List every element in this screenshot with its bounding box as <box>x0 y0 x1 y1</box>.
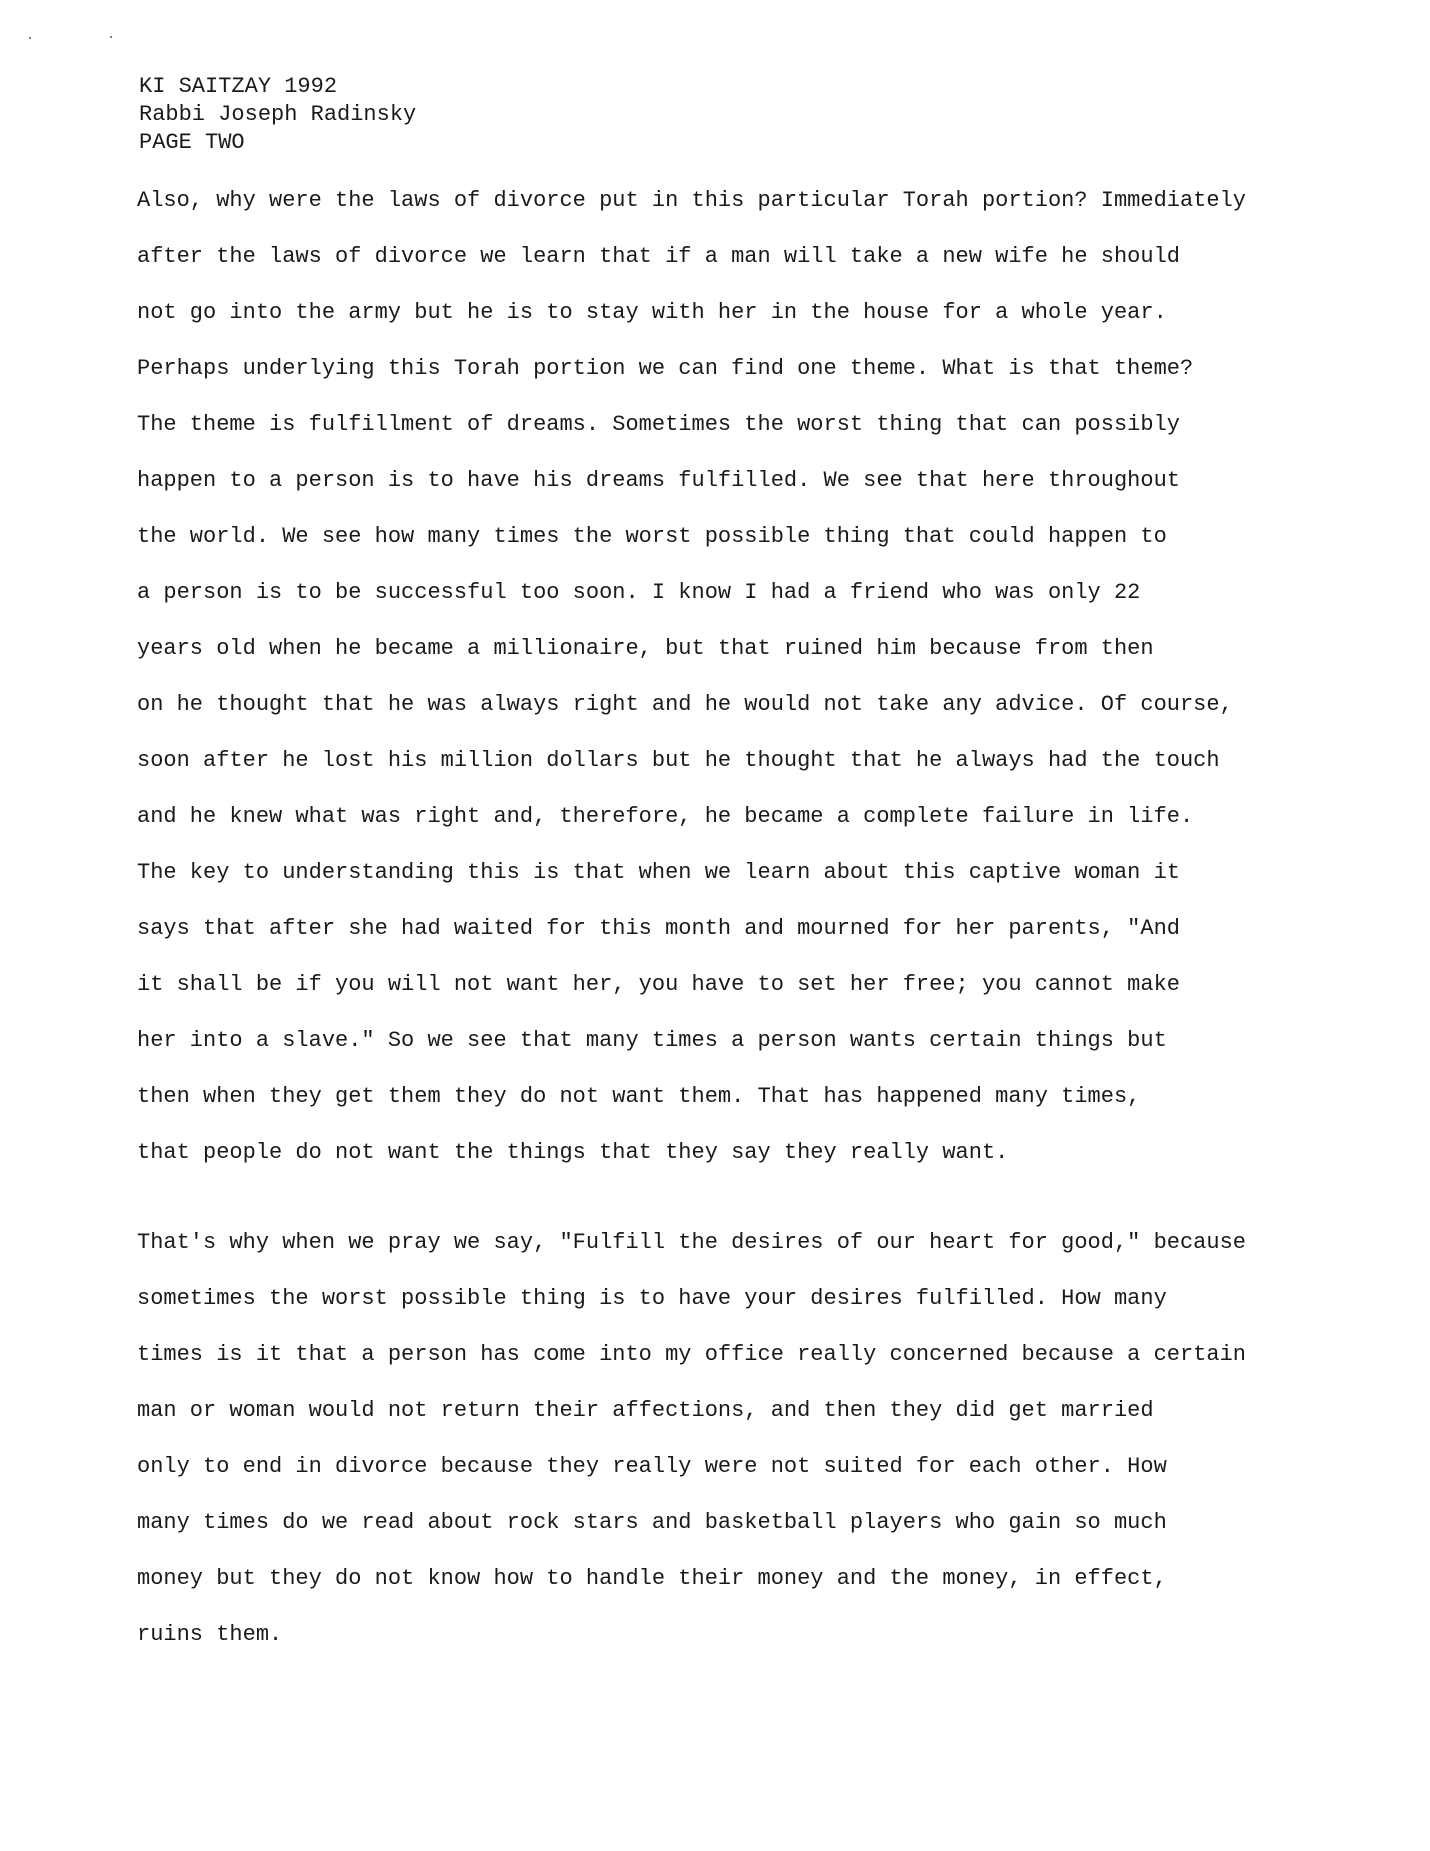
header-author: Rabbi Joseph Radinsky <box>139 102 417 127</box>
text-line: times is it that a person has come into my office really concerned because a certain <box>137 1342 1246 1367</box>
text-line: after the laws of divorce we learn that if a man will take a new wife he should <box>137 244 1180 269</box>
text-line: That's why when we pray we say, "Fulfill the desires of our heart for good," because <box>137 1230 1246 1255</box>
text-line: not go into the army but he is to stay with her in the house for a whole year. <box>137 300 1167 325</box>
text-line: only to end in divorce because they really were not suited for each other. How <box>137 1454 1167 1479</box>
text-line: The key to understanding this is that when we learn about this captive woman it <box>137 860 1180 885</box>
text-line: Also, why were the laws of divorce put in this particular Torah portion? Immediately <box>137 188 1246 213</box>
text-line: that people do not want the things that they say they really want. <box>137 1140 1009 1165</box>
paragraph-2 <box>137 1215 1246 1663</box>
text-line: happen to a person is to have his dreams fulfilled. We see that here throughout <box>137 468 1180 493</box>
text-line: Perhaps underlying this Torah portion we can find one theme. What is that theme? <box>137 356 1194 381</box>
text-line: then when they get them they do not want them. That has happened many times, <box>137 1084 1141 1109</box>
text-line: says that after she had waited for this month and mourned for her parents, "And <box>137 916 1180 941</box>
text-line: money but they do not know how to handle their money and the money, in effect, <box>137 1566 1167 1591</box>
header-page-label: PAGE TWO <box>139 130 245 155</box>
text-line: a person is to be successful too soon. I know I had a friend who was only 22 <box>137 580 1141 605</box>
text-line: her into a slave." So we see that many times a person wants certain things but <box>137 1028 1167 1053</box>
text-line: it shall be if you will not want her, you have to set her free; you cannot make <box>137 972 1180 997</box>
header-title: KI SAITZAY 1992 <box>139 74 338 99</box>
text-line: The theme is fulfillment of dreams. Sometimes the worst thing that can possibly <box>137 412 1180 437</box>
scan-speck <box>29 37 31 39</box>
text-line: man or woman would not return their affections, and then they did get married <box>137 1398 1154 1423</box>
text-line: ruins them. <box>137 1622 283 1647</box>
text-line: many times do we read about rock stars and basketball players who gain so much <box>137 1510 1167 1535</box>
document-header <box>139 73 416 157</box>
scan-speck <box>110 36 112 38</box>
paragraph-1 <box>137 173 1246 1181</box>
text-line: years old when he became a millionaire, but that ruined him because from then <box>137 636 1154 661</box>
text-line: soon after he lost his million dollars but he thought that he always had the touch <box>137 748 1220 773</box>
text-line: the world. We see how many times the worst possible thing that could happen to <box>137 524 1167 549</box>
text-line: and he knew what was right and, therefore, he became a complete failure in life. <box>137 804 1194 829</box>
text-line: sometimes the worst possible thing is to have your desires fulfilled. How many <box>137 1286 1167 1311</box>
text-line: on he thought that he was always right and he would not take any advice. Of course, <box>137 692 1233 717</box>
